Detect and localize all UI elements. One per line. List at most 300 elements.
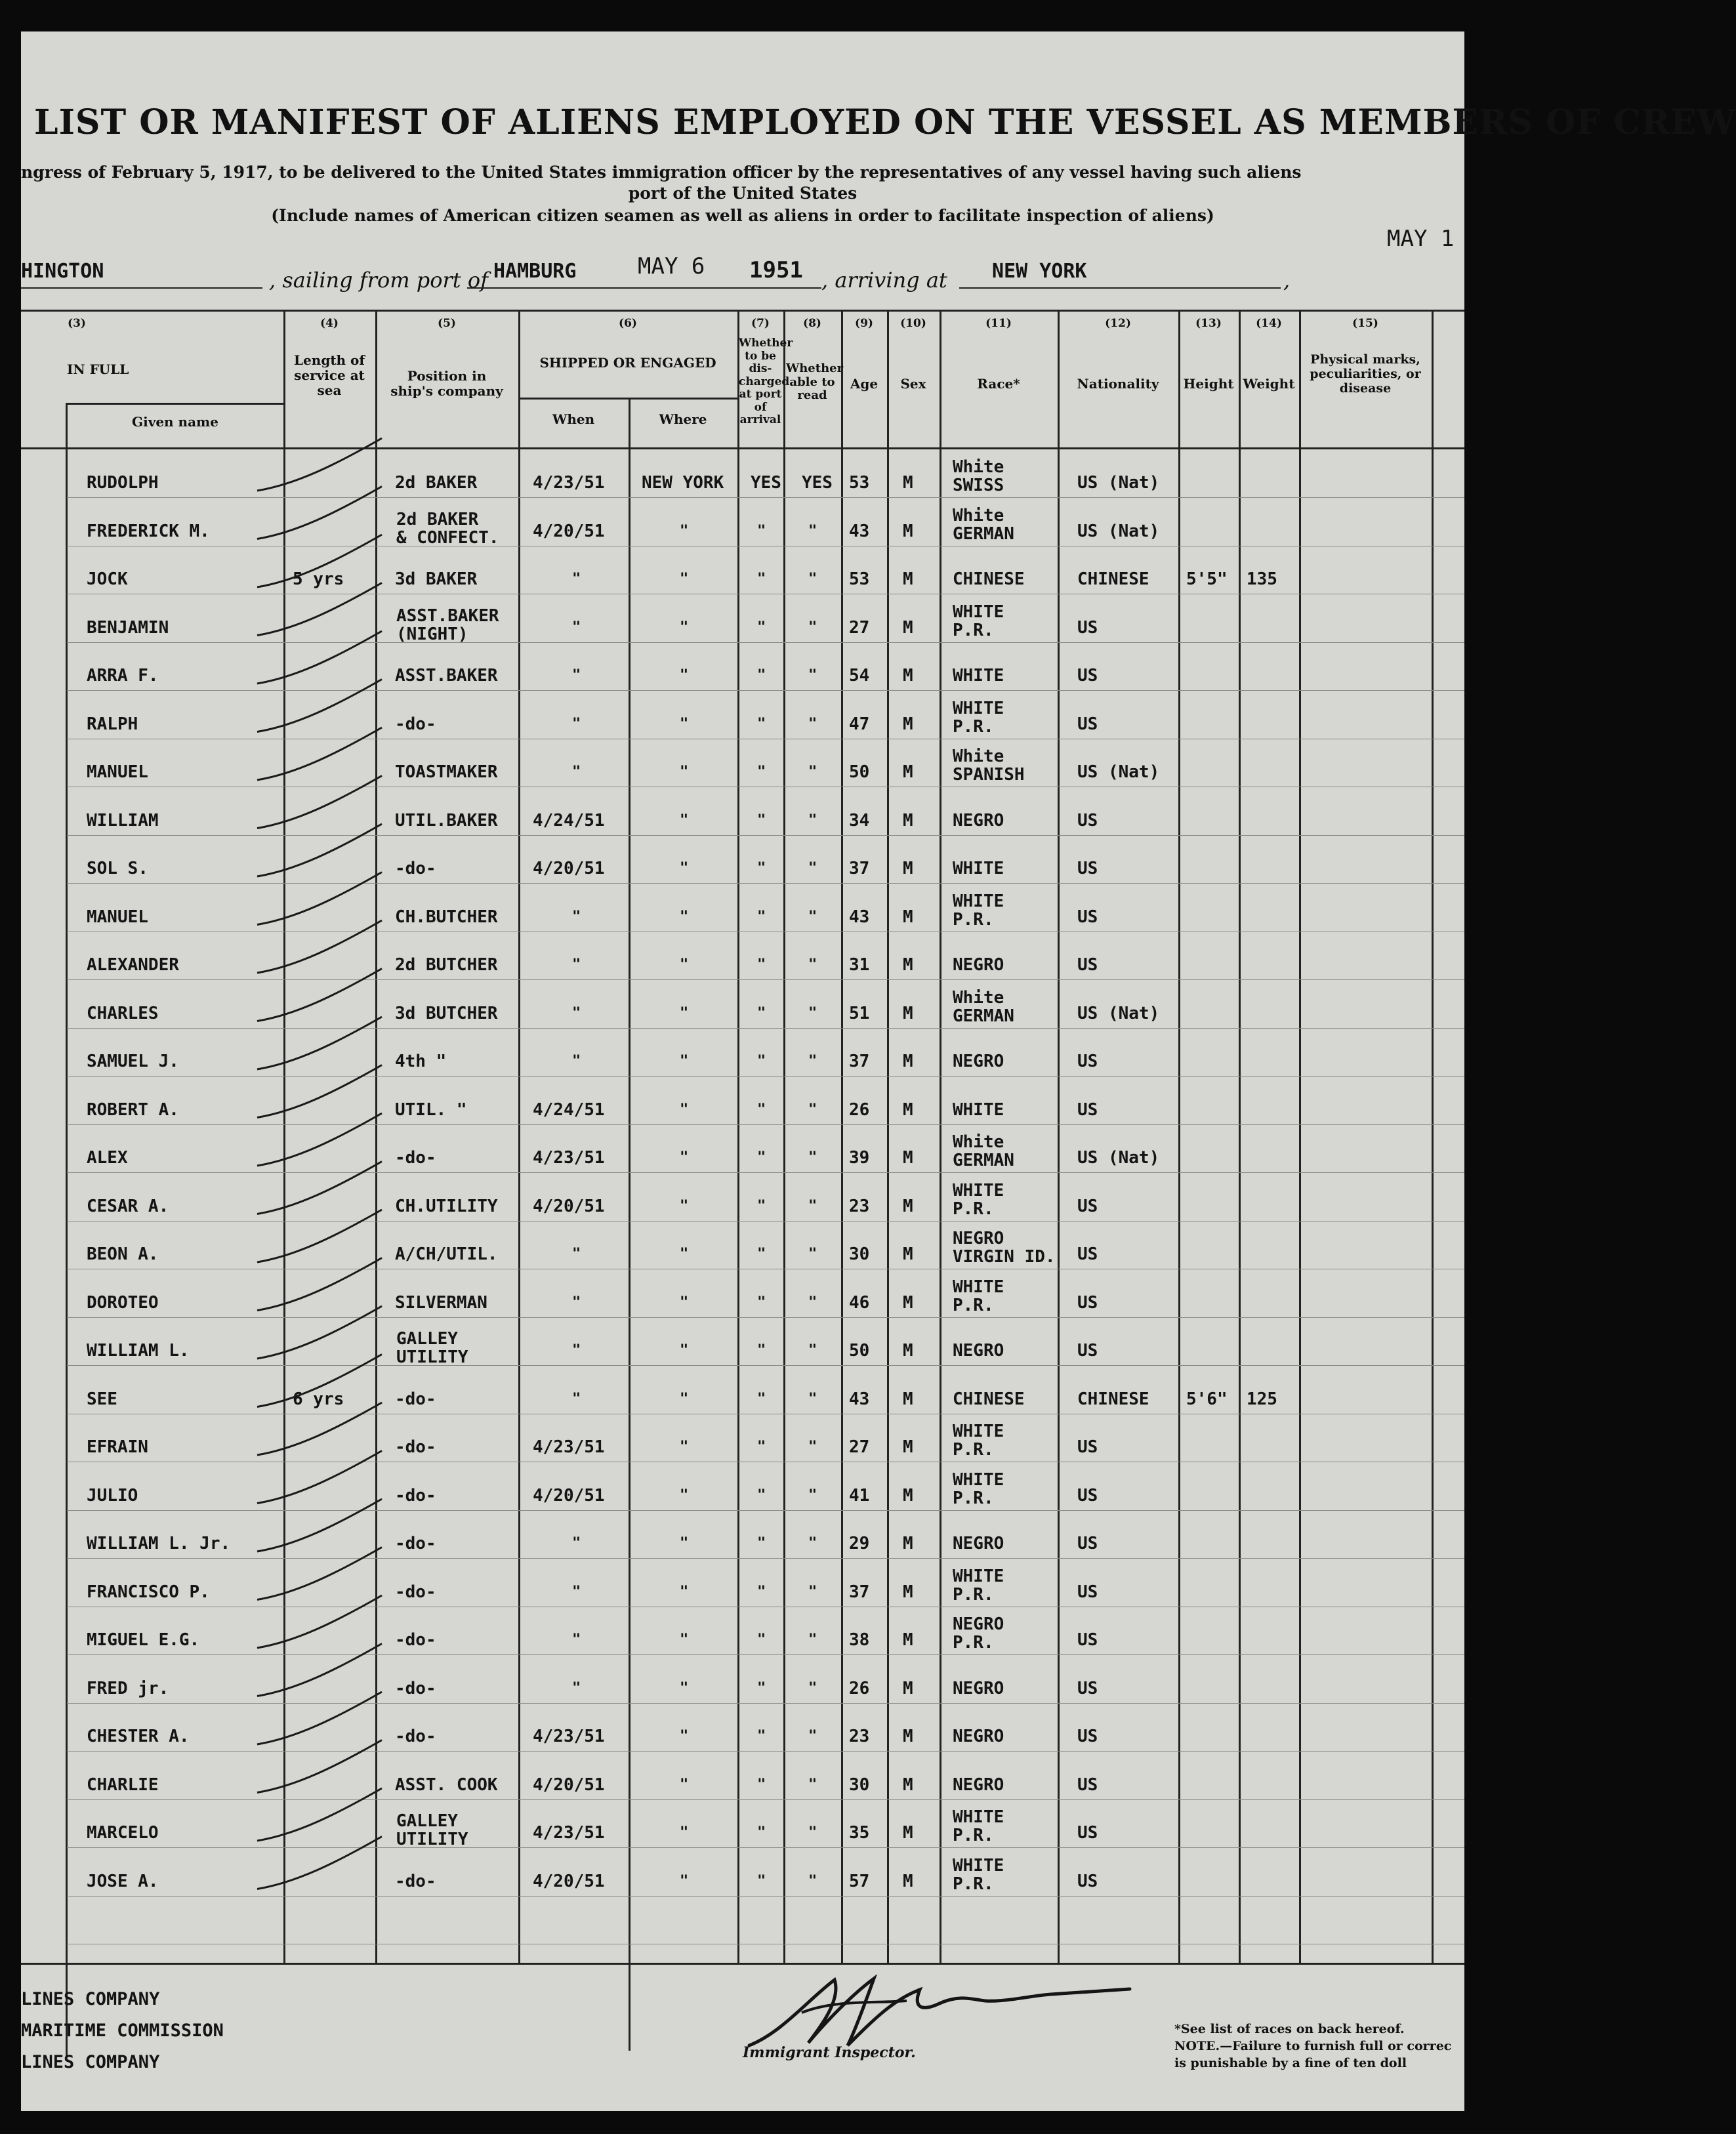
- cell-given: MARCELO: [87, 1823, 159, 1843]
- cell-where: ": [680, 1342, 689, 1359]
- cell-where: ": [680, 1824, 689, 1841]
- check-mark: [257, 1837, 382, 1889]
- cell-position: -do-: [395, 1727, 436, 1746]
- cell-discharged: ": [757, 619, 766, 636]
- cell-age: 43: [849, 521, 870, 541]
- cell-race: WHITE: [953, 1099, 1004, 1120]
- cell-read: ": [808, 860, 817, 876]
- cell-read: ": [808, 1679, 817, 1696]
- cell-race-line2: GERMAN: [953, 523, 1014, 544]
- cell-race-line2: P.R.: [953, 1584, 994, 1605]
- cell-sex: M: [903, 1823, 913, 1843]
- cell-when: ": [572, 1390, 581, 1407]
- cell-position: 2d BAKER: [395, 473, 478, 493]
- col13-number: (13): [1195, 317, 1222, 330]
- cell-discharged: ": [757, 1776, 766, 1793]
- cell-position: GALLEY: [396, 1811, 458, 1831]
- cell-sex: M: [903, 521, 913, 541]
- cell-age: 57: [849, 1871, 870, 1891]
- cell-given: ALEXANDER: [87, 955, 179, 975]
- cell-where: ": [680, 619, 689, 636]
- cell-when: 4/23/51: [533, 1727, 605, 1746]
- cell-when: ": [572, 908, 581, 925]
- cell-position: 2d BAKER: [396, 509, 479, 529]
- check-mark: [257, 1258, 382, 1311]
- cell-where: ": [680, 811, 689, 829]
- cell-race: NEGRO: [953, 810, 1004, 831]
- cell-age: 26: [849, 1678, 870, 1698]
- sailing-label: , sailing from port of: [269, 268, 488, 293]
- cell-read: ": [808, 764, 817, 780]
- cell-race: NEGRO: [953, 1727, 1004, 1746]
- cell-position: CH.UTILITY: [395, 1196, 498, 1216]
- cell-when: ": [572, 715, 581, 732]
- cell-read: YES: [802, 473, 833, 493]
- cell-race: White: [953, 505, 1004, 525]
- cell-read: ": [808, 1776, 817, 1793]
- cell-weight: 125: [1247, 1389, 1277, 1409]
- port-underline: [467, 287, 821, 289]
- inspector-signature: [723, 1960, 1130, 2052]
- cell-race: NEGRO: [953, 1229, 1004, 1248]
- cell-when: ": [572, 1631, 581, 1648]
- cell-given: JOSE A.: [87, 1871, 159, 1891]
- cell-race-line2: P.R.: [953, 1440, 994, 1460]
- cell-age: 37: [849, 1052, 870, 1071]
- cell-position: -do-: [395, 1485, 436, 1506]
- cell-race-line2: P.R.: [953, 1874, 994, 1894]
- cell-race-line2: P.R.: [953, 620, 994, 640]
- cell-age: 23: [849, 1196, 870, 1216]
- cell-age: 35: [849, 1823, 870, 1843]
- cell-sex: M: [903, 1582, 913, 1602]
- cell-where: ": [680, 715, 689, 732]
- check-mark: [257, 1065, 382, 1118]
- cell-read: ": [808, 908, 817, 925]
- cell-age: 38: [849, 1630, 870, 1650]
- cell-position: ASST.BAKER: [396, 605, 499, 626]
- cell-sex: M: [903, 1244, 913, 1264]
- cell-race-line2: P.R.: [953, 1826, 994, 1845]
- cell-where: ": [680, 1776, 689, 1793]
- check-mark: [257, 776, 382, 829]
- cell-race: NEGRO: [953, 1678, 1004, 1698]
- cell-nat: US: [1077, 1292, 1098, 1313]
- cell-race: WHITE: [953, 698, 1004, 718]
- cell-position-line2: & CONFECT.: [396, 527, 499, 548]
- cell-nat: US (Nat): [1077, 762, 1160, 782]
- cell-nat: US: [1077, 1727, 1098, 1746]
- destination-underline: [959, 287, 1281, 289]
- cell-sex: M: [903, 1052, 913, 1071]
- cell-nat: US: [1077, 1341, 1098, 1361]
- cell-when: 4/24/51: [533, 810, 605, 831]
- cell-discharged: ": [757, 860, 766, 876]
- cell-given: FREDERICK M.: [87, 521, 210, 541]
- col10-label: Sex: [900, 376, 926, 392]
- cell-age: 54: [849, 666, 870, 686]
- cell-given: MANUEL: [87, 762, 148, 782]
- subtitle-instructions: (Include names of American citizen seamen as well as aliens in order to facilitate inspection of aliens): [271, 206, 1214, 225]
- cell-sex: M: [903, 810, 913, 831]
- cell-race-line2: GERMAN: [953, 1006, 1014, 1026]
- cell-race: NEGRO: [953, 1775, 1004, 1795]
- cell-position: -do-: [395, 1437, 436, 1457]
- cell-age: 41: [849, 1485, 870, 1506]
- cell-sex: M: [903, 473, 913, 493]
- cell-given: CESAR A.: [87, 1196, 169, 1216]
- cell-position: 4th ": [395, 1052, 447, 1071]
- cell-nat: US: [1077, 1244, 1098, 1264]
- crew-table: [21, 310, 1464, 1963]
- subtitle-port: port of the United States: [628, 184, 858, 203]
- cell-discharged: ": [757, 1439, 766, 1455]
- cell-race: WHITE: [953, 1807, 1004, 1827]
- cell-sex: M: [903, 955, 913, 975]
- cell-when: ": [572, 1535, 581, 1551]
- col7-label: Whether to be dis-charged at port of arrival: [739, 337, 793, 427]
- cell-position-line2: UTILITY: [396, 1347, 468, 1367]
- check-mark: [257, 1692, 382, 1744]
- cell-race-line2: P.R.: [953, 909, 994, 930]
- cell-sex: M: [903, 1775, 913, 1795]
- cell-sex: M: [903, 859, 913, 878]
- cell-when: 4/24/51: [533, 1099, 605, 1120]
- cell-age: 39: [849, 1148, 870, 1168]
- cell-read: ": [808, 1053, 817, 1069]
- cell-nat: CHINESE: [1077, 1389, 1149, 1409]
- cell-discharged: ": [757, 571, 766, 587]
- check-mark: [257, 535, 382, 587]
- cell-where: ": [680, 1872, 689, 1889]
- col11-label: Race*: [977, 376, 1020, 392]
- cell-age: 50: [849, 762, 870, 782]
- footnote-penalty: NOTE.—Failure to furnish full or correc: [1174, 2039, 1452, 2053]
- cell-nat: US: [1077, 1099, 1098, 1120]
- col10-number: (10): [900, 317, 926, 330]
- cell-when: ": [572, 1053, 581, 1069]
- cell-position: ASST. COOK: [395, 1775, 498, 1795]
- check-mark: [257, 969, 382, 1021]
- cell-when: 4/20/51: [533, 1485, 605, 1506]
- cell-where: ": [680, 1053, 689, 1069]
- cell-nat: US: [1077, 1582, 1098, 1602]
- cell-given: ARRA F.: [87, 666, 159, 686]
- cell-read: ": [808, 811, 817, 829]
- sailing-port: HAMBURG: [493, 260, 577, 283]
- col7-number: (7): [751, 317, 770, 330]
- cell-race: NEGRO: [953, 1052, 1004, 1071]
- cell-race: White: [953, 457, 1004, 477]
- cell-given: WILLIAM L. Jr.: [87, 1534, 231, 1553]
- cell-nat: US: [1077, 1052, 1098, 1071]
- cell-position: SILVERMAN: [395, 1292, 487, 1313]
- check-mark: [257, 1210, 382, 1262]
- cell-race: WHITE: [953, 859, 1004, 878]
- cell-nat: US: [1077, 859, 1098, 878]
- cell-race: White: [953, 747, 1004, 766]
- cell-nat: US: [1077, 666, 1098, 686]
- cell-age: 50: [849, 1341, 870, 1361]
- check-marks: [21, 310, 1464, 1963]
- cell-read: ": [808, 1728, 817, 1744]
- cell-nat: US: [1077, 1534, 1098, 1553]
- cell-position: 3d BAKER: [395, 569, 478, 589]
- cell-race: NEGRO: [953, 955, 1004, 975]
- check-mark: [257, 583, 382, 636]
- cell-nat: US: [1077, 1678, 1098, 1698]
- cell-when: ": [572, 1679, 581, 1696]
- cell-age: 46: [849, 1292, 870, 1313]
- cell-sex: M: [903, 762, 913, 782]
- cell-where: ": [680, 908, 689, 925]
- cell-sex: M: [903, 1003, 913, 1023]
- cell-where: ": [680, 667, 689, 684]
- cell-race: NEGRO: [953, 1534, 1004, 1553]
- cell-nat: US: [1077, 810, 1098, 831]
- cell-sex: M: [903, 666, 913, 686]
- cell-discharged: ": [757, 956, 766, 973]
- cell-discharged: YES: [751, 473, 781, 493]
- cell-age: 51: [849, 1003, 870, 1023]
- cell-discharged: ": [757, 1053, 766, 1069]
- cell-when: 4/23/51: [533, 1148, 605, 1168]
- destination-port: NEW YORK: [992, 260, 1087, 283]
- cell-age: 30: [849, 1775, 870, 1795]
- cell-given: WILLIAM L.: [87, 1341, 190, 1361]
- sailing-date: MAY 6: [638, 253, 705, 279]
- cell-read: ": [808, 1487, 817, 1504]
- cell-race-line2: P.R.: [953, 1633, 994, 1652]
- footer-company-1: LINES COMPANY: [21, 1989, 160, 2009]
- cell-position: UTIL.BAKER: [395, 810, 498, 831]
- cell-age: 37: [849, 1582, 870, 1602]
- cell-discharged: ": [757, 1535, 766, 1551]
- cell-position: TOASTMAKER: [395, 762, 498, 782]
- sailing-year: 1951: [749, 257, 803, 283]
- cell-where: ": [680, 956, 689, 973]
- cell-read: ": [808, 1439, 817, 1455]
- cell-position: A/CH/UTIL.: [395, 1244, 498, 1264]
- cell-age: 23: [849, 1727, 870, 1746]
- cell-where: ": [680, 571, 689, 587]
- cell-read: ": [808, 1535, 817, 1551]
- check-mark: [257, 487, 382, 539]
- check-mark: [257, 438, 382, 491]
- cell-when: ": [572, 1342, 581, 1359]
- cell-sex: M: [903, 1196, 913, 1216]
- footnote-fine: is punishable by a fine of ten doll: [1174, 2056, 1407, 2070]
- cell-where: ": [680, 1101, 689, 1118]
- cell-where: ": [680, 764, 689, 780]
- cell-where: ": [680, 1535, 689, 1551]
- cell-nat: US (Nat): [1077, 1148, 1160, 1168]
- cell-given: RALPH: [87, 714, 138, 734]
- cell-discharged: ": [757, 1631, 766, 1648]
- cell-position-line2: UTILITY: [396, 1830, 468, 1849]
- col12-label: Nationality: [1077, 376, 1159, 392]
- cell-read: ": [808, 1294, 817, 1311]
- cell-discharged: ": [757, 1728, 766, 1744]
- check-mark: [257, 824, 382, 876]
- cell-discharged: ": [757, 1197, 766, 1214]
- col9-label: Age: [850, 376, 878, 392]
- cell-discharged: ": [757, 1246, 766, 1262]
- cell-nat: US (Nat): [1077, 473, 1160, 493]
- check-mark: [257, 872, 382, 925]
- cell-where: ": [680, 1631, 689, 1648]
- cell-discharged: ": [757, 1294, 766, 1311]
- cell-age: 47: [849, 714, 870, 734]
- cell-position: -do-: [395, 1389, 436, 1409]
- cell-where: ": [680, 522, 689, 539]
- cell-read: ": [808, 1631, 817, 1648]
- cell-where: ": [680, 1679, 689, 1696]
- cell-given: BENJAMIN: [87, 617, 169, 638]
- cell-service: 5 yrs: [293, 569, 344, 589]
- cell-discharged: ": [757, 1390, 766, 1407]
- cell-where: ": [680, 1728, 689, 1744]
- cell-race: WHITE: [953, 602, 1004, 622]
- col4-number: (4): [320, 317, 339, 330]
- cell-discharged: ": [757, 1149, 766, 1166]
- cell-race-line2: P.R.: [953, 1295, 994, 1315]
- cell-discharged: ": [757, 1583, 766, 1600]
- cell-when: ": [572, 667, 581, 684]
- cell-nat: US: [1077, 907, 1098, 927]
- cell-discharged: ": [757, 1004, 766, 1021]
- cell-when: 4/23/51: [533, 1437, 605, 1457]
- cell-given: BEON A.: [87, 1244, 159, 1264]
- col8-number: (8): [803, 317, 821, 330]
- cell-age: 26: [849, 1099, 870, 1120]
- cell-where: NEW YORK: [642, 473, 724, 493]
- cell-position: -do-: [395, 1630, 436, 1650]
- cell-race-line2: P.R.: [953, 1488, 994, 1508]
- cell-age: 27: [849, 617, 870, 638]
- check-mark: [257, 1788, 382, 1841]
- check-mark: [257, 920, 382, 973]
- cell-sex: M: [903, 1148, 913, 1168]
- cell-height: 5'6": [1186, 1389, 1228, 1409]
- sailing-line: [21, 253, 1464, 298]
- cell-nat: US: [1077, 1775, 1098, 1795]
- cell-given: ALEX: [87, 1148, 128, 1168]
- cell-sex: M: [903, 1534, 913, 1553]
- col6-label: SHIPPED OR ENGAGED: [539, 355, 716, 371]
- cell-discharged: ": [757, 1872, 766, 1889]
- cell-position: -do-: [395, 1582, 436, 1602]
- cell-when: 4/20/51: [533, 1775, 605, 1795]
- cell-discharged: ": [757, 811, 766, 829]
- cell-race-line2: SPANISH: [953, 765, 1025, 785]
- cell-read: ": [808, 619, 817, 636]
- cell-sex: M: [903, 907, 913, 927]
- cell-when: ": [572, 764, 581, 780]
- cell-sex: M: [903, 1485, 913, 1506]
- cell-given: EFRAIN: [87, 1437, 148, 1457]
- cell-nat: US: [1077, 1823, 1098, 1843]
- cell-when: 4/20/51: [533, 859, 605, 878]
- cell-when: 4/20/51: [533, 1196, 605, 1216]
- cell-race: White: [953, 1132, 1004, 1152]
- cell-nat: US (Nat): [1077, 1003, 1160, 1023]
- cell-race: WHITE: [953, 1855, 1004, 1876]
- col6-number: (6): [619, 317, 637, 330]
- cell-read: ": [808, 1583, 817, 1600]
- col9-number: (9): [855, 317, 873, 330]
- col14-number: (14): [1256, 317, 1282, 330]
- col5-label: Position in ship's company: [390, 368, 503, 399]
- col4-label: Length of service at sea: [294, 352, 365, 398]
- cell-race: WHITE: [953, 1469, 1004, 1490]
- cell-sex: M: [903, 714, 913, 734]
- sailing-line-comma: ,: [1283, 268, 1291, 293]
- cell-where: ": [680, 860, 689, 876]
- cell-sex: M: [903, 1437, 913, 1457]
- col14-label: Weight: [1243, 376, 1295, 392]
- cell-where: ": [680, 1487, 689, 1504]
- cell-where: ": [680, 1197, 689, 1214]
- cell-discharged: ": [757, 1824, 766, 1841]
- cell-given: ROBERT A.: [87, 1099, 179, 1120]
- cell-given: SOL S.: [87, 859, 148, 878]
- cell-sex: M: [903, 1099, 913, 1120]
- cell-given: CHESTER A.: [87, 1727, 190, 1746]
- check-mark: [257, 1499, 382, 1551]
- cell-read: ": [808, 1342, 817, 1359]
- col-given-name: Given name: [132, 414, 218, 430]
- cell-nat: US: [1077, 955, 1098, 975]
- cell-given: JULIO: [87, 1485, 138, 1506]
- col3-number: (3): [68, 317, 86, 330]
- cell-race: NEGRO: [953, 1614, 1004, 1634]
- col6-where: Where: [659, 411, 707, 427]
- check-mark: [257, 1740, 382, 1793]
- cell-race-line2: SWISS: [953, 476, 1004, 495]
- vessel-name: HINGTON: [21, 260, 104, 283]
- cell-nat: US: [1077, 1871, 1098, 1891]
- inspector-label: Immigrant Inspector.: [743, 2044, 916, 2061]
- cell-discharged: ": [757, 1101, 766, 1118]
- cell-race: WHITE: [953, 1566, 1004, 1586]
- cell-nat: US (Nat): [1077, 521, 1160, 541]
- cell-discharged: ": [757, 667, 766, 684]
- cell-position: CH.BUTCHER: [395, 907, 498, 927]
- cell-given: CHARLES: [87, 1003, 159, 1023]
- cell-race: CHINESE: [953, 569, 1025, 589]
- cell-age: 34: [849, 810, 870, 831]
- cell-race: WHITE: [953, 1422, 1004, 1441]
- cell-discharged: ": [757, 764, 766, 780]
- cell-discharged: ": [757, 715, 766, 732]
- cell-position: ASST.BAKER: [395, 666, 498, 686]
- cell-race: WHITE: [953, 666, 1004, 686]
- cell-when: 4/23/51: [533, 473, 605, 493]
- cell-weight: 135: [1247, 569, 1277, 589]
- cell-position: -do-: [395, 859, 436, 878]
- cell-position: UTIL. ": [395, 1099, 467, 1120]
- cell-age: 37: [849, 859, 870, 878]
- cell-age: 43: [849, 1389, 870, 1409]
- cell-given: MANUEL: [87, 907, 148, 927]
- col6-when: When: [552, 411, 595, 427]
- cell-discharged: ": [757, 908, 766, 925]
- cell-position: -do-: [395, 1678, 436, 1698]
- cell-given: SAMUEL J.: [87, 1052, 179, 1071]
- cell-race: NEGRO: [953, 1341, 1004, 1361]
- col12-number: (12): [1105, 317, 1131, 330]
